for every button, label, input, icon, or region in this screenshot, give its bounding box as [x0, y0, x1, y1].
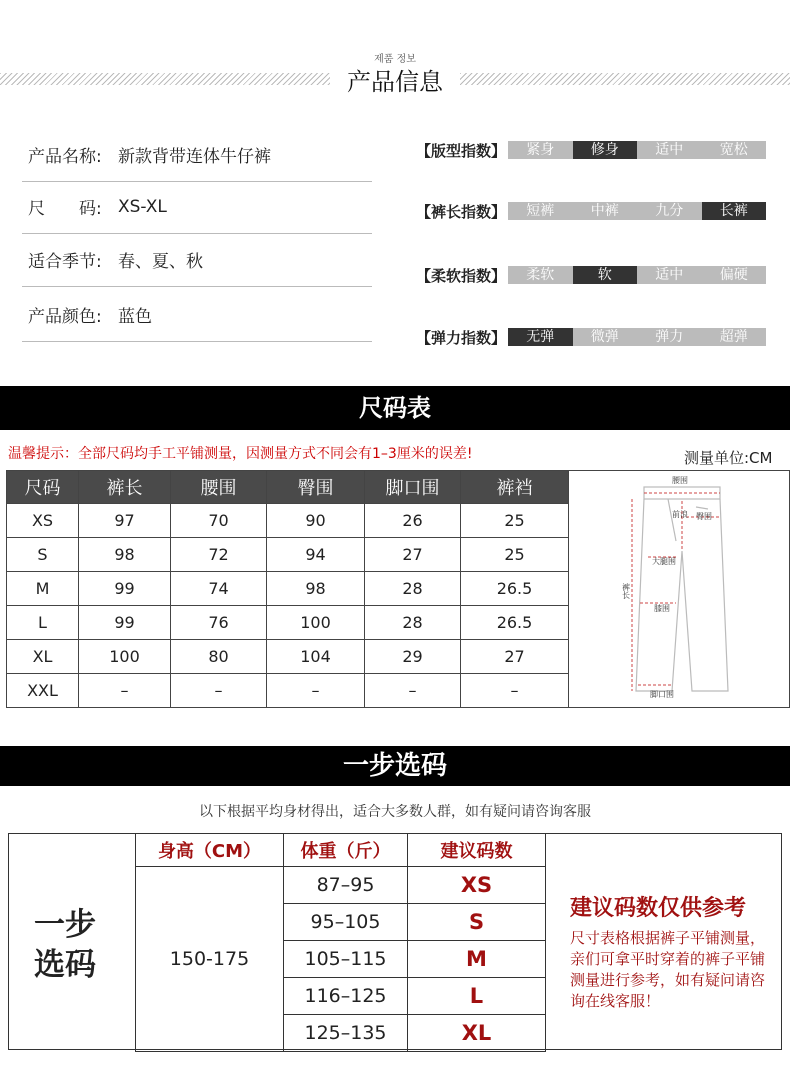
product-season-value: 春、夏、秋 — [118, 252, 203, 272]
table-cell: 100 — [79, 640, 171, 674]
product-name-value: 新款背带连体牛仔裤 — [118, 147, 271, 167]
fit-index-bar — [508, 141, 766, 159]
col-header-waist: 腰围 — [171, 471, 267, 504]
length-option: 短裤 — [526, 203, 555, 219]
table-cell: – — [461, 674, 569, 708]
table-row — [136, 867, 546, 904]
product-season-label: 适合季节: — [28, 252, 102, 272]
diagram-label-knee: 膝围 — [654, 604, 670, 613]
diagram-label-hip: 臀围 — [696, 512, 712, 521]
table-cell: 98 — [267, 572, 365, 606]
diagram-label-length: 裤长 — [621, 583, 631, 599]
table-row — [7, 674, 569, 708]
product-size-row — [22, 180, 372, 234]
stretch-option: 超弹 — [719, 329, 748, 345]
stretch-option: 无弹 — [508, 328, 573, 346]
recommend-table — [135, 833, 546, 1052]
table-cell: 98 — [79, 538, 171, 572]
table-cell: 27 — [365, 538, 461, 572]
size-table-header — [7, 471, 569, 504]
col-header-length: 裤长 — [79, 471, 171, 504]
product-season-row — [22, 233, 372, 287]
table-cell: 104 — [267, 640, 365, 674]
size-table — [6, 470, 569, 708]
stretch-index-row — [416, 327, 766, 347]
col-header-hem: 脚口围 — [365, 471, 461, 504]
col-header-weight: 体重（斤） — [284, 834, 408, 867]
fit-option: 修身 — [573, 141, 638, 159]
softness-index-label: 【柔软指数】 — [416, 266, 507, 285]
table-cell: XL — [7, 640, 79, 674]
table-row — [7, 572, 569, 606]
product-color-value: 蓝色 — [118, 307, 152, 327]
softness-option: 柔软 — [526, 267, 555, 283]
diagram-label-front-rise: 前浪 — [672, 510, 688, 519]
table-cell: 90 — [267, 504, 365, 538]
table-cell: 28 — [365, 606, 461, 640]
softness-index-bar — [508, 266, 766, 284]
section-subtitle-korean: 제품 정보 — [374, 54, 416, 65]
recommend-table-header — [136, 834, 546, 867]
product-name-label: 产品名称: — [28, 147, 102, 167]
table-row — [7, 538, 569, 572]
length-option: 长裤 — [702, 202, 767, 220]
table-cell: 94 — [267, 538, 365, 572]
table-cell: – — [365, 674, 461, 708]
section-title-product-info: 产品信息 — [0, 62, 790, 97]
table-cell: 72 — [171, 538, 267, 572]
table-cell: 26 — [365, 504, 461, 538]
table-cell: 25 — [461, 538, 569, 572]
pants-outline-icon — [568, 471, 790, 709]
diagram-label-hem: 脚口围 — [650, 690, 674, 699]
col-header-hip: 臀围 — [267, 471, 365, 504]
stretch-option: 弹力 — [655, 329, 684, 345]
softness-option: 软 — [573, 266, 638, 284]
diagram-label-waist: 腰围 — [672, 476, 688, 485]
table-cell: L — [7, 606, 79, 640]
side-label-line-1: 一步 — [34, 907, 96, 943]
pants-measurement-diagram — [568, 470, 790, 708]
fit-index-label: 【版型指数】 — [416, 141, 507, 160]
length-option: 九分 — [655, 203, 684, 219]
col-header-size: 尺码 — [7, 471, 79, 504]
table-cell: M — [7, 572, 79, 606]
softness-option: 偏硬 — [719, 267, 748, 283]
table-cell: – — [79, 674, 171, 708]
product-color-label: 产品颜色: — [28, 307, 102, 327]
table-cell: 29 — [365, 640, 461, 674]
product-size-label: 尺 码: — [28, 199, 102, 219]
table-cell: 28 — [365, 572, 461, 606]
length-option: 中裤 — [590, 203, 619, 219]
product-name-row — [22, 128, 372, 182]
col-header-recommend: 建议码数 — [408, 834, 546, 867]
size-cell: M — [408, 941, 546, 978]
table-row — [7, 640, 569, 674]
table-cell: XS — [7, 504, 79, 538]
select-size-banner: 一步选码 — [0, 746, 790, 786]
product-size-value: XS-XL — [118, 196, 167, 217]
fit-option: 紧身 — [526, 142, 555, 158]
col-header-rise: 裤裆 — [461, 471, 569, 504]
col-header-height: 身高（CM） — [136, 834, 284, 867]
table-cell: 25 — [461, 504, 569, 538]
weight-cell: 116–125 — [284, 978, 408, 1015]
diagram-label-thigh: 大腿围 — [652, 557, 676, 566]
stretch-option: 微弹 — [590, 329, 619, 345]
table-cell: 80 — [171, 640, 267, 674]
measurement-tip: 温馨提示：全部尺码均手工平铺测量，因测量方式不同会有1–3厘米的误差! — [8, 446, 473, 462]
length-index-row — [416, 201, 766, 221]
table-row — [7, 504, 569, 538]
table-cell: XXL — [7, 674, 79, 708]
table-cell: 74 — [171, 572, 267, 606]
table-cell: S — [7, 538, 79, 572]
table-cell: – — [267, 674, 365, 708]
table-cell: 76 — [171, 606, 267, 640]
softness-index-row — [416, 265, 766, 285]
table-cell: – — [171, 674, 267, 708]
table-cell: 70 — [171, 504, 267, 538]
select-size-side-label — [20, 905, 110, 985]
size-cell: XS — [408, 867, 546, 904]
select-size-subtitle: 以下根据平均身材得出，适合大多数人群，如有疑问请咨询客服 — [199, 804, 591, 820]
table-cell: 97 — [79, 504, 171, 538]
reference-title: 建议码数仅供参考 — [570, 896, 747, 921]
fit-option: 宽松 — [719, 142, 748, 158]
table-row — [7, 606, 569, 640]
stretch-index-bar — [508, 328, 766, 346]
table-cell: 27 — [461, 640, 569, 674]
reference-text: 尺寸表格根据裤子平铺测量，亲们可拿平时穿着的裤子平铺测量进行参考，如有疑问请咨询在线客服！ — [570, 929, 766, 1010]
softness-option: 适中 — [655, 267, 684, 283]
size-cell: XL — [408, 1015, 546, 1052]
length-index-bar — [508, 202, 766, 220]
table-cell: 99 — [79, 606, 171, 640]
stretch-index-label: 【弹力指数】 — [416, 328, 507, 347]
length-index-label: 【裤长指数】 — [416, 202, 507, 221]
size-cell: S — [408, 904, 546, 941]
side-label-line-2: 选码 — [34, 947, 96, 983]
size-chart-banner: 尺码表 — [0, 386, 790, 430]
measurement-unit: 测量单位:CM — [684, 449, 773, 467]
weight-cell: 87–95 — [284, 867, 408, 904]
table-cell: 100 — [267, 606, 365, 640]
fit-index-row — [416, 140, 766, 160]
table-cell: 26.5 — [461, 572, 569, 606]
fit-option: 适中 — [655, 142, 684, 158]
table-cell: 99 — [79, 572, 171, 606]
weight-cell: 95–105 — [284, 904, 408, 941]
product-color-row — [22, 288, 372, 342]
height-range-cell: 150-175 — [136, 867, 284, 1052]
weight-cell: 125–135 — [284, 1015, 408, 1052]
weight-cell: 105–115 — [284, 941, 408, 978]
table-cell: 26.5 — [461, 606, 569, 640]
size-cell: L — [408, 978, 546, 1015]
